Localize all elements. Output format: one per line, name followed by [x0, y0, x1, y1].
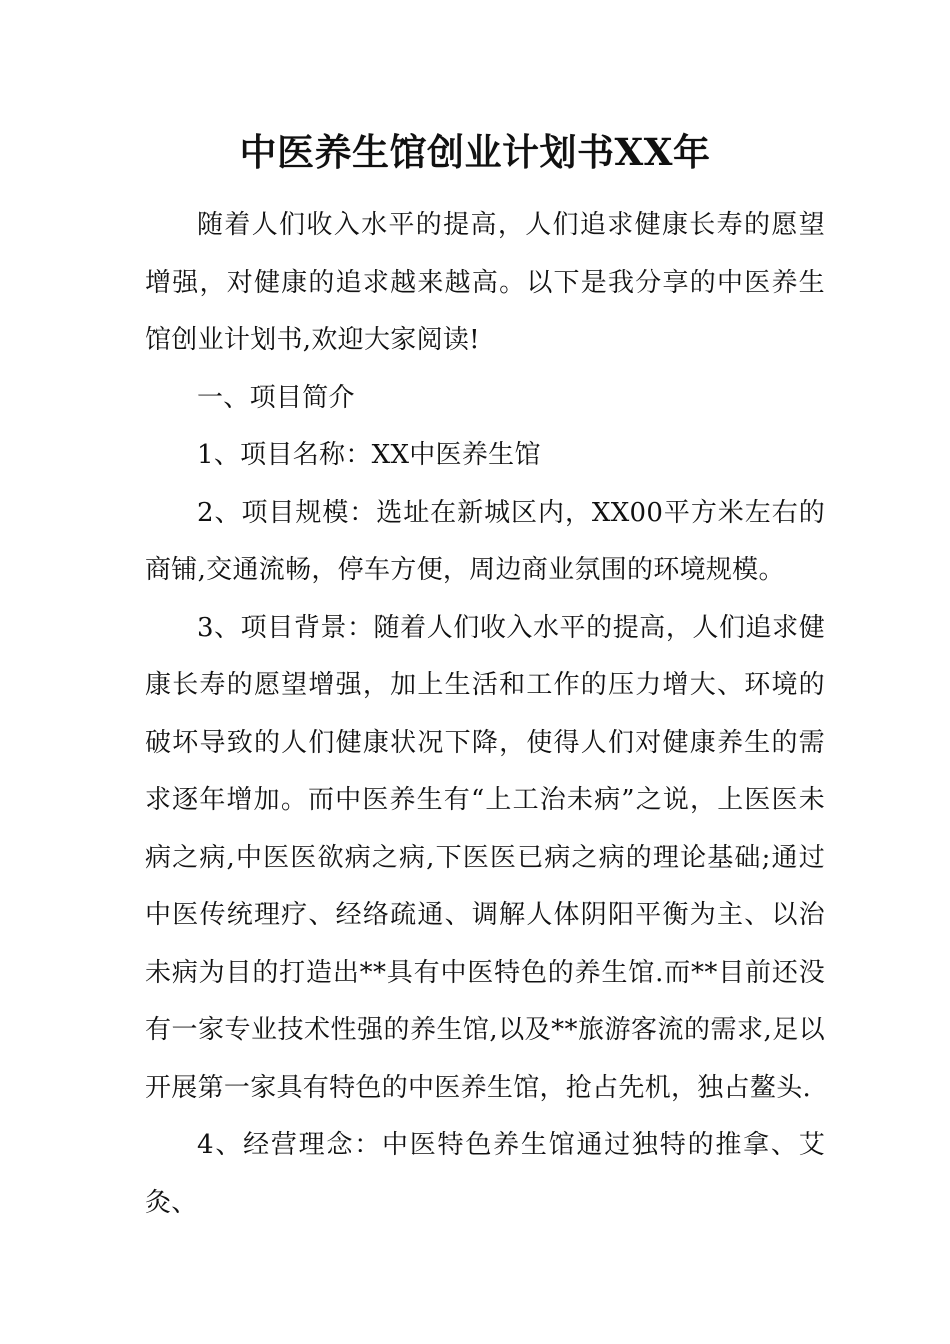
section-heading-project-overview: 一、项目简介: [197, 382, 355, 413]
document-body: [145, 197, 825, 1232]
paragraph-project-name: 1、项目名称：XX中医养生馆: [197, 440, 541, 470]
document-title: 中医养生馆创业计划书XX年: [239, 130, 711, 174]
paragraph-intro: 随着人们收入水平的提高，人们追求健康长寿的愿望增强，对健康的追求越来越高。以下是我分享的中医养生馆创业计划书,欢迎大家阅读!: [145, 210, 825, 355]
paragraph-project-scale: 2、项目规模：选址在新城区内，XX00平方米左右的商铺,交通流畅，停车方便，周边商业氛围的环境规模。: [145, 497, 825, 585]
paragraph-project-background: 3、项目背景：随着人们收入水平的提高，人们追求健康长寿的愿望增强，加上生活和工作的压力增大、环境的破坏导致的人们健康状况下降，使得人们对健康养生的需求逐年增加。而中医养生有“上工治未病”之说，上医医未病之病,中医医欲病之病,下医医已病之病的理论基础;通过中医传统理疗、经络疏通、调解人体阴阳平衡为主、以治未病为目的打造出**具有中医特色的养生馆.而**目前还没有一家专业技术性强的养生馆,以及**旅游客流的需求,足以开展第一家具有特色的中医养生馆，抢占先机，独占鳌头.: [145, 612, 825, 1103]
paragraph-business-philosophy: 4、经营理念：中医特色养生馆通过独特的推拿、艾灸、: [145, 1130, 825, 1218]
